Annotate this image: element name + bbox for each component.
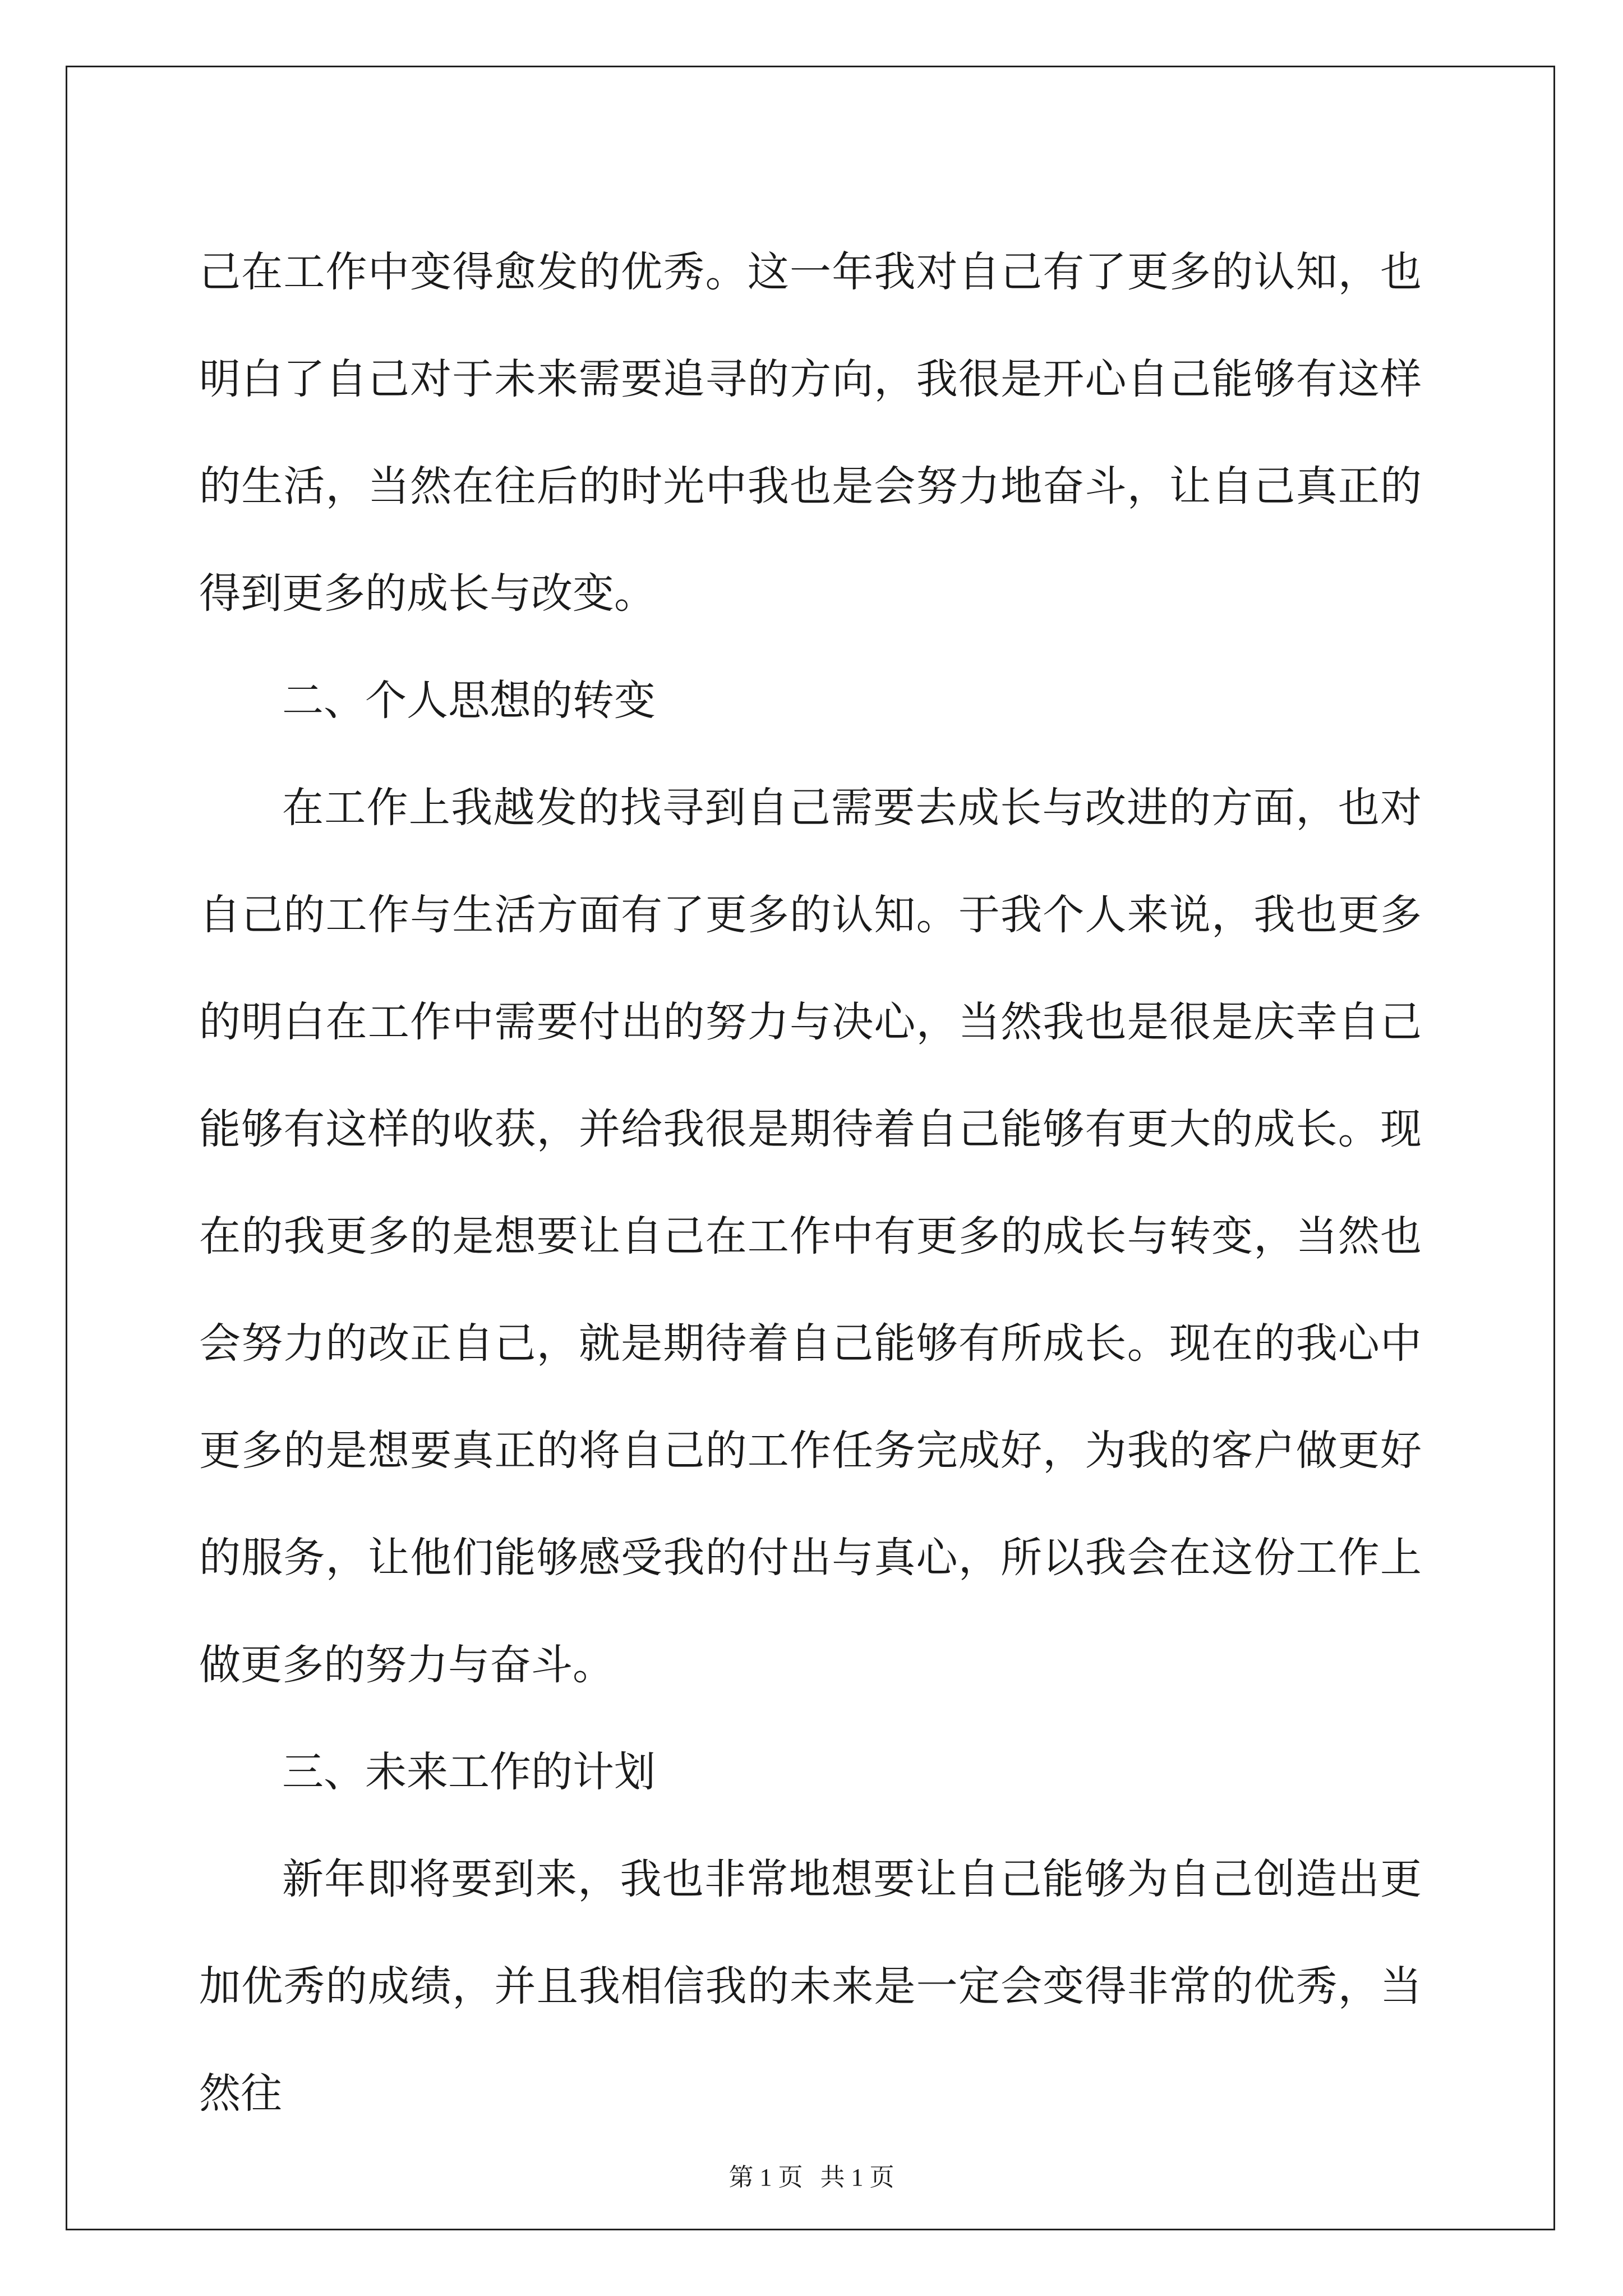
paragraph-continuation: 己在工作中变得愈发的优秀。这一年我对自己有了更多的认知，也明白了自己对于未来需要追寻的方向，我很是开心自己能够有这样的生活，当然在往后的时光中我也是会努力地奋斗，让自己真正的得到更多的成长与改变。 bbox=[199, 248, 1422, 618]
paragraph-body: 在工作上我越发的找寻到自己需要去成长与改进的方面，也对自己的工作与生活方面有了更多的认知。于我个人来说，我也更多的明白在工作中需要付出的努力与决心，当然我也是很是庆幸自己能够有这样的收获，并给我很是期待着自己能够有更大的成长。现在的我更多的是想要让自己在工作中有更多的成长与转变，当然也会努力的改正自己，就是期待着自己能够有所成长。现在的我心中更多的是想要真正的将自己的工作任务完成好，为我的客户做更好的服务，让他们能够感受我的付出与真心，所以我会在这份工作上做更多的努力与奋斗。 bbox=[199, 784, 1422, 1689]
page-footer bbox=[0, 2161, 1623, 2194]
page-number: 第 1 页 bbox=[728, 2164, 803, 2191]
section-heading-3: 三、未来工作的计划 bbox=[282, 1748, 656, 1796]
page-total: 共 1 页 bbox=[820, 2164, 895, 2191]
section-heading-2: 二、个人思想的转变 bbox=[282, 677, 656, 725]
paragraph-body: 新年即将要到来，我也非常地想要让自己能够为自己创造出更加优秀的成绩，并且我相信我的未来是一定会变得非常的优秀，当然往 bbox=[199, 1855, 1422, 2118]
document-body bbox=[199, 219, 1422, 2147]
